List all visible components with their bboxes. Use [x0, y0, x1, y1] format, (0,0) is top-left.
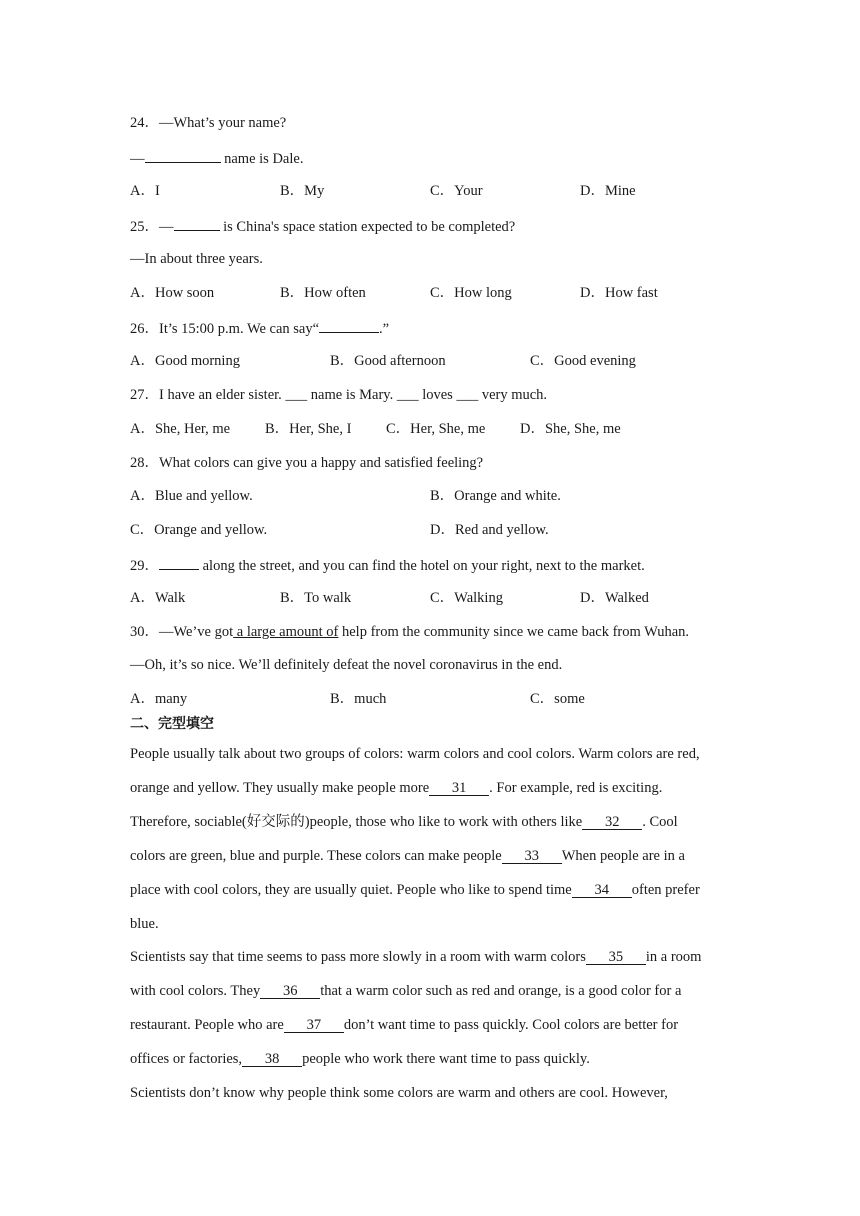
dash: —	[130, 151, 145, 167]
option-b[interactable]: B．My	[280, 183, 325, 199]
option-d[interactable]: D．Red and yellow.	[430, 522, 549, 538]
passage-line: place with cool colors, they are usually quiet. People who like to spend time 34 often prefer	[130, 882, 700, 898]
question-30-stem	[130, 623, 689, 641]
cloze-blank-37[interactable]: 37	[284, 1018, 344, 1033]
cloze-blank-34[interactable]: 34	[572, 883, 632, 898]
question-text: What colors can give you a happy and satisfied feeling?	[159, 455, 484, 471]
option-c[interactable]: C．Your	[430, 183, 483, 199]
question-25-line2: —In about three years.	[130, 251, 263, 267]
answer-blank	[319, 318, 379, 333]
option-a[interactable]: A．Good morning	[130, 353, 240, 369]
option-c[interactable]: C．Orange and yellow.	[130, 522, 268, 538]
question-number: 24．	[130, 115, 159, 131]
cloze-blank-38[interactable]: 38	[242, 1052, 302, 1067]
underlined-phrase: a large amount of	[233, 624, 339, 640]
cloze-blank-33[interactable]: 33	[502, 849, 562, 864]
question-text: —	[159, 219, 174, 235]
option-c[interactable]: C．Good evening	[530, 353, 636, 369]
question-24-line2	[130, 148, 303, 168]
question-28-stem	[130, 454, 483, 472]
answer-blank	[174, 216, 220, 231]
question-29-stem	[130, 555, 645, 575]
question-text: .”	[379, 321, 390, 337]
question-text: help from the community since we came back from Wuhan.	[338, 624, 690, 640]
question-text: It’s 15:00 p.m. We can say“	[159, 321, 320, 337]
option-a[interactable]: A．many	[130, 691, 188, 707]
question-27-stem	[130, 386, 547, 404]
option-b[interactable]: B．Orange and white.	[430, 488, 561, 504]
question-text: is China's space station expected to be completed?	[219, 219, 516, 235]
option-a[interactable]: A．She, Her, me	[130, 421, 231, 437]
cloze-blank-32[interactable]: 32	[582, 815, 642, 830]
question-text: along the street, and you can find the hotel on your right, next to the market.	[199, 558, 645, 574]
option-a[interactable]: A．Blue and yellow.	[130, 488, 253, 504]
option-c[interactable]: C．How long	[430, 285, 512, 301]
question-number: 26．	[130, 321, 159, 337]
cloze-blank-36[interactable]: 36	[260, 984, 320, 999]
question-text: name is Dale.	[220, 151, 304, 167]
answer-blank	[145, 148, 221, 163]
question-26-stem	[130, 318, 389, 338]
passage-line: restaurant. People who are 37 don’t want time to pass quickly. Cool colors are better for	[130, 1017, 679, 1033]
option-c[interactable]: C．Her, She, me	[386, 421, 486, 437]
option-b[interactable]: B．Good afternoon	[330, 353, 446, 369]
option-d[interactable]: D．She, She, me	[520, 421, 621, 437]
question-number: 28．	[130, 455, 159, 471]
option-c[interactable]: C．Walking	[430, 590, 503, 606]
option-b[interactable]: B．To walk	[280, 590, 352, 606]
question-number: 29．	[130, 558, 159, 574]
passage-line: orange and yellow. They usually make people more 31 . For example, red is exciting.	[130, 780, 663, 796]
option-c[interactable]: C．some	[530, 691, 585, 707]
option-a[interactable]: A．Walk	[130, 590, 186, 606]
question-text: —We’ve got	[159, 624, 234, 640]
passage-line: Scientists don’t know why people think some colors are warm and others are cool. However,	[130, 1085, 668, 1101]
cloze-blank-35[interactable]: 35	[586, 950, 646, 965]
option-b[interactable]: B．How often	[280, 285, 366, 301]
option-b[interactable]: B．much	[330, 691, 387, 707]
passage-line: with cool colors. They 36 that a warm color such as red and orange, is a good color for a	[130, 983, 682, 999]
cloze-blank-31[interactable]: 31	[429, 781, 489, 796]
option-d[interactable]: D．Walked	[580, 590, 649, 606]
question-number: 27．	[130, 387, 159, 403]
answer-blank	[159, 555, 199, 570]
passage-line: colors are green, blue and purple. These colors can make people 33 When people are in a	[130, 848, 685, 864]
passage-line: offices or factories, 38 people who work there want time to pass quickly.	[130, 1051, 590, 1067]
passage-line: Scientists say that time seems to pass more slowly in a room with warm colors 35 in a room	[130, 949, 702, 965]
question-number: 25．	[130, 219, 159, 235]
question-text: —What’s your name?	[159, 115, 287, 131]
option-b[interactable]: B．Her, She, I	[265, 421, 352, 437]
option-a[interactable]: A．I	[130, 183, 160, 199]
passage-line: People usually talk about two groups of colors: warm colors and cool colors. Warm colors are red,	[130, 746, 700, 762]
question-24-stem	[130, 114, 286, 132]
question-25-stem	[130, 216, 515, 236]
option-d[interactable]: D．Mine	[580, 183, 636, 199]
passage-line: Therefore, sociable(好交际的)people, those who like to work with others like 32 . Cool	[130, 814, 678, 830]
option-a[interactable]: A．How soon	[130, 285, 215, 301]
question-text: I have an elder sister. ___ name is Mary. ___ loves ___ very much.	[159, 387, 548, 403]
question-number: 30．	[130, 624, 159, 640]
question-30-line2: —Oh, it’s so nice. We’ll definitely defeat the novel coronavirus in the end.	[130, 657, 563, 673]
option-d[interactable]: D．How fast	[580, 285, 658, 301]
passage-line: blue.	[130, 916, 159, 932]
section-heading: 二、完型填空	[130, 716, 214, 732]
